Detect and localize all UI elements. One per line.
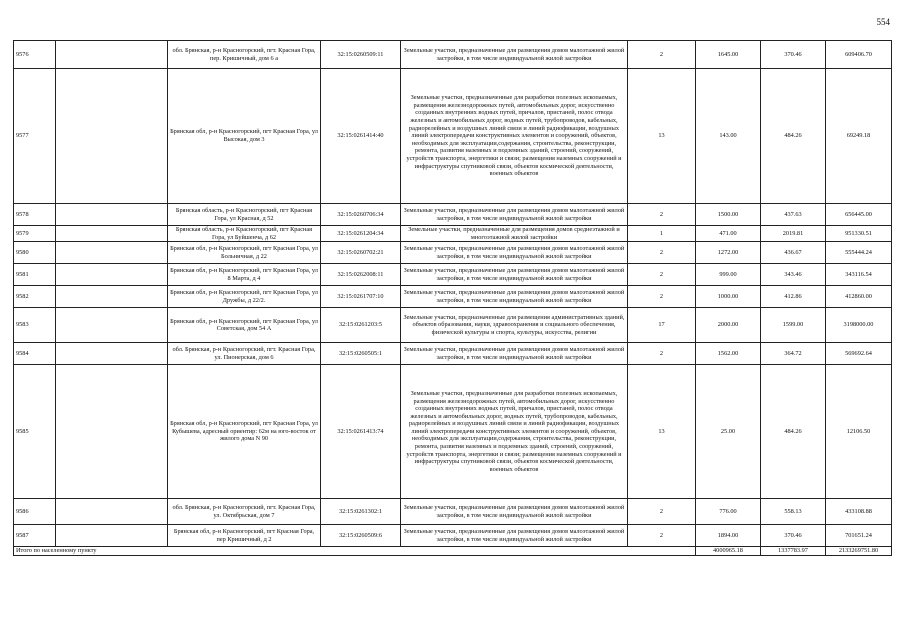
row-address: Брянская обл, р-н Красногорский, пгт Красная Гора, ул Высокая, дом 3 (168, 69, 321, 204)
row-land-use: Земельные участки, предназначенные для разработки полезных ископаемых, размещения железнодорожных путей, автомобильных дорог, искусственно созданных внутренних водных путей, причалов, пристаней, полос отвода железных и автомобильных дорог, водных путей, трубопроводов, кабельных, радиорелейных и воздушных линий связи и линий радиофикации, воздушных линий электропередачи конструктивных элементов и сооружений, объектов, необходимых для эксплуатации,содержания, строительства, реконструкции, ремонта, развития наземных и подземных зданий, строений, сооружений, устройств транспорта, энергетики и связи; размещения наземных сооружений и инфраструктуры спутниковой связи, объектов космической деятельности, военных объектов (401, 365, 628, 499)
row-area: 999.00 (696, 264, 761, 286)
row-cadastral-value: 69249.18 (826, 69, 892, 204)
row-unit-value: 436.67 (761, 242, 826, 264)
row-cadastral-number: 32:15:0260706:34 (321, 204, 401, 226)
row-land-use: Земельные участки, предназначенные для размещения домов малоэтажной жилой застройки, в том числе индивидуальной жилой застройки (401, 204, 628, 226)
row-cadastral-number: 32:15:0261707:10 (321, 286, 401, 308)
row-land-use: Земельные участки, предназначенные для размещения домов малоэтажной жилой застройки, в том числе индивидуальной жилой застройки (401, 499, 628, 525)
row-spacer (56, 41, 168, 69)
row-spacer (56, 499, 168, 525)
row-area: 1562.00 (696, 343, 761, 365)
table-row (14, 204, 892, 226)
row-land-use: Земельные участки, предназначенные для размещения домов малоэтажной жилой застройки, в том числе индивидуальной жилой застройки (401, 264, 628, 286)
row-land-use: Земельные участки, предназначенные для размещения домов малоэтажной жилой застройки, в том числе индивидуальной жилой застройки (401, 41, 628, 69)
row-number: 9586 (14, 499, 56, 525)
row-group: 2 (628, 242, 696, 264)
row-cadastral-number: 32:15:0261414:40 (321, 69, 401, 204)
row-spacer (56, 204, 168, 226)
row-unit-value: 370.46 (761, 525, 826, 547)
row-cadastral-value: 412860.00 (826, 286, 892, 308)
row-group: 2 (628, 41, 696, 69)
row-unit-value: 484.26 (761, 365, 826, 499)
row-cadastral-value: 656445.00 (826, 204, 892, 226)
row-area: 25.00 (696, 365, 761, 499)
row-number: 9584 (14, 343, 56, 365)
row-cadastral-number: 32:15:0261203:5 (321, 308, 401, 343)
row-address: Брянская обл, р-н Красногорский, пгт Красная Гора, ул Дружбы, д 22/2. (168, 286, 321, 308)
row-address: Брянская обл, р-н Красногорский, пгт Красная Гора, ул Советская, дом 54 А (168, 308, 321, 343)
page-number: 554 (876, 17, 890, 27)
row-cadastral-value: 343116.54 (826, 264, 892, 286)
table-row (14, 365, 892, 499)
total-value: 2133269751.80 (826, 547, 892, 556)
cadastral-value-table (13, 40, 892, 556)
row-group: 2 (628, 204, 696, 226)
total-area: 4000965.18 (696, 547, 761, 556)
row-cadastral-value: 3198000.00 (826, 308, 892, 343)
row-number: 9587 (14, 525, 56, 547)
row-address: Брянская обл, р-н Красногорский, пгт Красная Гора, ул Больничная, д 22 (168, 242, 321, 264)
row-area: 1500.00 (696, 204, 761, 226)
table-row (14, 242, 892, 264)
row-spacer (56, 264, 168, 286)
row-cadastral-number: 32:15:0261413:74 (321, 365, 401, 499)
row-group: 2 (628, 525, 696, 547)
row-area: 143.00 (696, 69, 761, 204)
row-cadastral-number: 32:15:0260505:1 (321, 343, 401, 365)
row-spacer (56, 308, 168, 343)
table-row (14, 286, 892, 308)
row-unit-value: 2019.81 (761, 226, 826, 242)
row-address: Брянская обл, р-н Красногорский, пгт Красная Гора, ул Кубышева, адресный ориентир: 62м на юго-восток от жилого дома N 90 (168, 365, 321, 499)
row-cadastral-value: 433108.88 (826, 499, 892, 525)
row-spacer (56, 286, 168, 308)
row-number: 9579 (14, 226, 56, 242)
row-address: Брянская обл, р-н Красногорский, пгт Красная Гора, ул 8 Марта, д 4 (168, 264, 321, 286)
row-land-use: Земельные участки, предназначенные для размещения домов малоэтажной жилой застройки, в том числе индивидуальной жилой застройки (401, 525, 628, 547)
row-area: 1645.00 (696, 41, 761, 69)
row-unit-value: 370.46 (761, 41, 826, 69)
row-group: 2 (628, 343, 696, 365)
table-row (14, 226, 892, 242)
row-area: 1000.00 (696, 286, 761, 308)
row-spacer (56, 343, 168, 365)
row-address: обл. Брянская, р-н Красногорский, пгт. Красная Гора, ул. Октябрьская, дом 7 (168, 499, 321, 525)
row-address: обл. Брянская, р-н Красногорский, пгт. Красная Гора, пер. Кришичный, дом 6 а (168, 41, 321, 69)
row-cadastral-value: 701651.24 (826, 525, 892, 547)
row-land-use: Земельные участки, предназначенные для размещения административных зданий, объектов образования, науки, здравоохранения и социального обеспечения, физической культуры и спорта, культуры, искусства, религии (401, 308, 628, 343)
row-cadastral-number: 32:15:0262008:11 (321, 264, 401, 286)
row-area: 1272.00 (696, 242, 761, 264)
row-cadastral-value: 609406.70 (826, 41, 892, 69)
row-address: обл. Брянская, р-н Красногорский, пгт. Красная Гора, ул. Пионерская, дом 6 (168, 343, 321, 365)
row-unit-value: 412.86 (761, 286, 826, 308)
row-number: 9580 (14, 242, 56, 264)
row-group: 13 (628, 365, 696, 499)
row-area: 1894.00 (696, 525, 761, 547)
table-row (14, 308, 892, 343)
row-number: 9581 (14, 264, 56, 286)
row-area: 776.00 (696, 499, 761, 525)
row-address: Брянская область, р-н Красногорский, пгт Красная Гора, ул Красная, д 52 (168, 204, 321, 226)
row-cadastral-value: 555444.24 (826, 242, 892, 264)
row-address: Брянская обл, р-н Красногорский, пгт Красная Гора, пер Кришичный, д 2 (168, 525, 321, 547)
row-number: 9578 (14, 204, 56, 226)
row-cadastral-number: 32:15:0261302:1 (321, 499, 401, 525)
row-number: 9583 (14, 308, 56, 343)
row-spacer (56, 242, 168, 264)
row-land-use: Земельные участки, предназначенные для размещения домов малоэтажной жилой застройки, в том числе индивидуальной жилой застройки (401, 242, 628, 264)
row-unit-value: 558.13 (761, 499, 826, 525)
total-label: Итого по населенному пункту (14, 547, 696, 556)
row-group: 2 (628, 264, 696, 286)
row-spacer (56, 226, 168, 242)
row-unit-value: 343.46 (761, 264, 826, 286)
row-cadastral-value: 12106.50 (826, 365, 892, 499)
row-number: 9585 (14, 365, 56, 499)
table-row (14, 525, 892, 547)
row-group: 1 (628, 226, 696, 242)
row-unit-value: 437.63 (761, 204, 826, 226)
row-group: 2 (628, 499, 696, 525)
row-cadastral-number: 32:15:0261204:34 (321, 226, 401, 242)
row-group: 2 (628, 286, 696, 308)
table-row (14, 499, 892, 525)
total-rate: 1337783.97 (761, 547, 826, 556)
row-unit-value: 1599.00 (761, 308, 826, 343)
row-land-use: Земельные участки, предназначенные для размещения домов малоэтажной жилой застройки, в том числе индивидуальной жилой застройки (401, 343, 628, 365)
row-area: 2000.00 (696, 308, 761, 343)
row-spacer (56, 365, 168, 499)
row-area: 471.00 (696, 226, 761, 242)
row-number: 9582 (14, 286, 56, 308)
row-cadastral-number: 32:15:0260702:21 (321, 242, 401, 264)
row-cadastral-number: 32:15:0260509:6 (321, 525, 401, 547)
row-spacer (56, 69, 168, 204)
table-row (14, 264, 892, 286)
row-cadastral-number: 32:15:0260509:11 (321, 41, 401, 69)
table-row (14, 343, 892, 365)
row-spacer (56, 525, 168, 547)
table-row (14, 41, 892, 69)
row-address: Брянская область, р-н Красногорский, пгт Красная Гора, ул Буйшенча, д 62 (168, 226, 321, 242)
row-land-use: Земельные участки, предназначенные для размещения домов малоэтажной жилой застройки, в том числе индивидуальной жилой застройки (401, 286, 628, 308)
row-land-use: Земельные участки, предназначенные для разработки полезных ископаемых, размещения железнодорожных путей, автомобильных дорог, искусственно созданных внутренних водных путей, причалов, пристаней, полос отвода железных и автомобильных дорог, водных путей, трубопроводов, кабельных, радиорелейных и воздушных линий связи и линий радиофикации, воздушных линий электропередачи конструктивных элементов и сооружений, объектов, необходимых для эксплуатации,содержания, строительства, реконструкции, ремонта, развития наземных и подземных зданий, строений, сооружений, устройств транспорта, энергетики и связи; размещения наземных сооружений и инфраструктуры спутниковой связи, объектов космической деятельности, военных объектов (401, 69, 628, 204)
row-unit-value: 484.26 (761, 69, 826, 204)
row-group: 13 (628, 69, 696, 204)
row-group: 17 (628, 308, 696, 343)
row-land-use: Земельные участки, предназначенные для размещения домов среднеэтажной и многоэтажной жилой застройки (401, 226, 628, 242)
row-cadastral-value: 951330.51 (826, 226, 892, 242)
row-unit-value: 364.72 (761, 343, 826, 365)
row-number: 9576 (14, 41, 56, 69)
total-row (14, 547, 892, 556)
row-cadastral-value: 569692.64 (826, 343, 892, 365)
row-number: 9577 (14, 69, 56, 204)
table-row (14, 69, 892, 204)
